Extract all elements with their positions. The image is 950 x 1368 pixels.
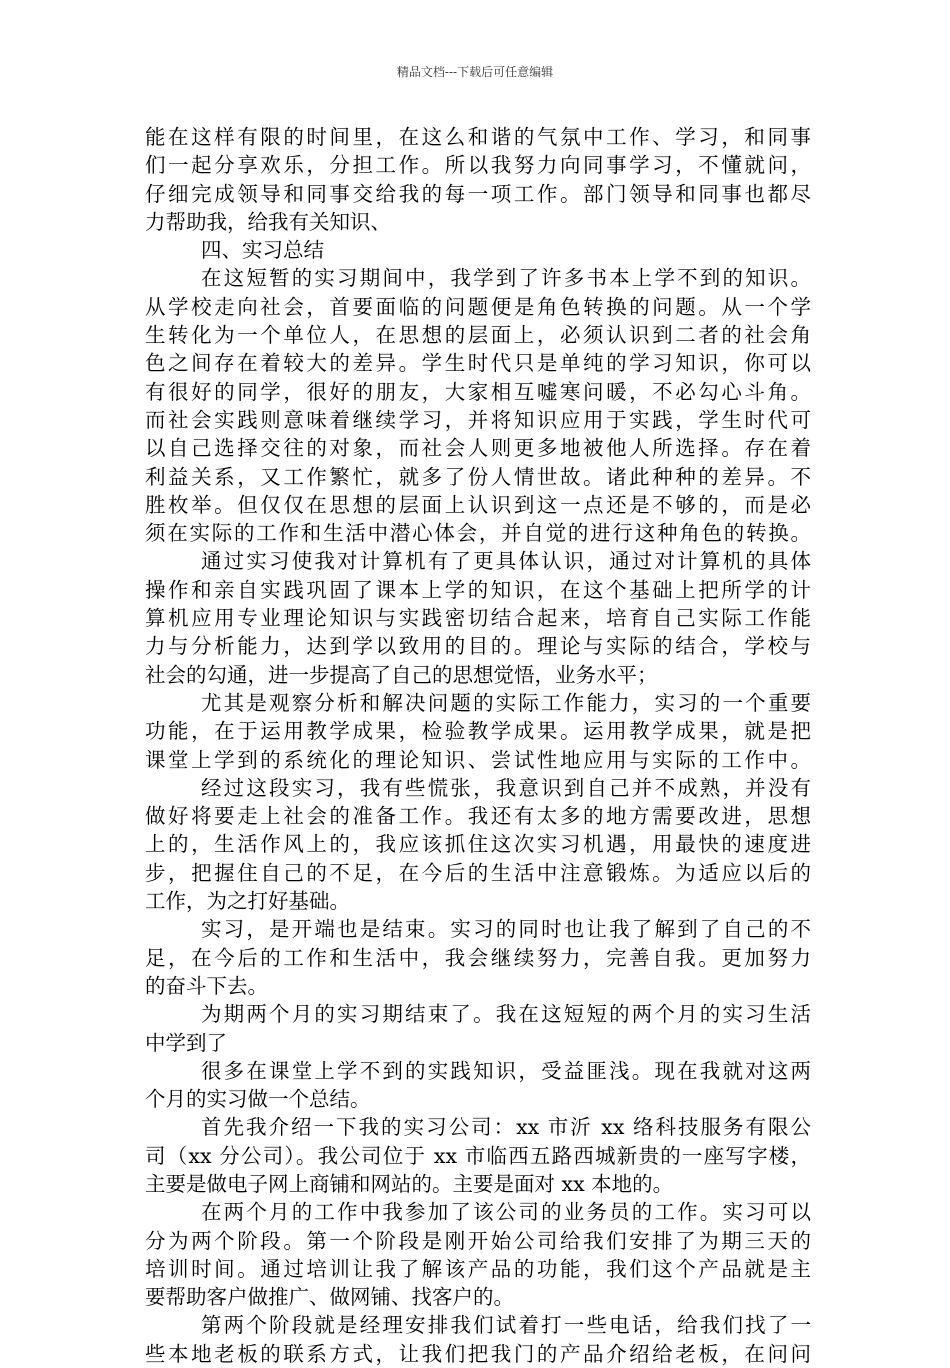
- body-text-line: 力帮助我，给我有关知识、: [145, 209, 391, 234]
- body-text-line: 要帮助客户做推广、做网铺、找客户的。: [145, 1285, 514, 1310]
- body-text-line: 首先我介绍一下我的实习公司：xx 市沂 xx 络科技服务有限公: [201, 1115, 811, 1140]
- body-text-line: 经过这段实习，我有些慌张，我意识到自己并不成熟，并没有: [201, 775, 811, 800]
- body-text-line: 课堂上学到的系统化的理论知识、尝试性地应用与实际的工作中。: [145, 747, 811, 772]
- body-text-line: 从学校走向社会，首要面临的问题便是角色转换的问题。从一个学: [145, 294, 811, 319]
- body-text-line: 通过实习使我对计算机有了更具体认识，通过对计算机的具体: [201, 549, 811, 574]
- body-text-line: 上的，生活作风上的，我应该抓住这次实习机遇，用最快的速度进: [145, 832, 811, 857]
- body-text-line: 在这短暂的实习期间中，我学到了许多书本上学不到的知识。: [201, 266, 811, 291]
- body-text-line: 四、实习总结: [201, 238, 324, 263]
- body-text-line: 做好将要走上社会的准备工作。我还有太多的地方需要改进，思想: [145, 804, 811, 829]
- body-text-line: 以自己选择交往的对象，而社会人则更多地被他人所选择。存在着: [145, 436, 811, 461]
- body-text-line: 有很好的同学，很好的朋友，大家相互嘘寒问暖，不必勾心斗角。: [145, 379, 811, 404]
- body-text-line: 在两个月的工作中我参加了该公司的业务员的工作。实习可以: [201, 1200, 811, 1225]
- body-text-line: 算机应用专业理论知识与实践密切结合起来，培育自己实际工作能: [145, 606, 811, 631]
- body-text-line: 分为两个阶段。第一个阶段是刚开始公司给我们安排了为期三天的: [145, 1228, 811, 1253]
- body-text-line: 而社会实践则意味着继续学习，并将知识应用于实践，学生时代可: [145, 407, 811, 432]
- body-text-line: 步，把握住自己的不足，在今后的生活中注意锻炼。为适应以后的: [145, 860, 811, 885]
- body-text-line: 胜枚举。但仅仅在思想的层面上认识到这一点还是不够的，而是必: [145, 492, 811, 517]
- body-text-line: 色之间存在着较大的差异。学生时代只是单纯的学习知识，你可以: [145, 351, 811, 376]
- body-text-line: 工作，为之打好基础。: [145, 889, 350, 914]
- body-text-line: 能在这样有限的时间里，在这么和谐的气氛中工作、学习，和同事: [145, 125, 811, 149]
- body-text-line: 司（xx 分公司）。我公司位于 xx 市临西五路西城新贵的一座写字楼，: [145, 1143, 811, 1168]
- body-text-line: 们一起分享欢乐，分担工作。所以我努力向同事学习，不懂就问，: [145, 153, 811, 178]
- body-text-line: 主要是做电子网上商铺和网站的。主要是面对 xx 本地的。: [145, 1171, 674, 1196]
- body-text-line: 须在实际的工作和生活中潜心体会，并自觉的进行这种角色的转换。: [145, 521, 811, 546]
- body-text-line: 实习，是开端也是结束。实习的同时也让我了解到了自己的不: [201, 917, 811, 942]
- body-text-line: 仔细完成领导和同事交给我的每一项工作。部门领导和同事也都尽: [145, 181, 811, 206]
- document-body: [145, 123, 811, 1368]
- body-text-line: 培训时间。通过培训让我了解该产品的功能，我们这个产品就是主: [145, 1256, 811, 1281]
- body-text-line: 些本地老板的联系方式，让我们把我门的产品介绍给老板，在问问: [145, 1341, 811, 1366]
- body-text-line: 社会的勾通，进一步提高了自己的思想觉悟，业务水平；: [145, 662, 658, 687]
- body-text-line: 第两个阶段就是经理安排我们试着打一些电话，给我们找了一: [201, 1313, 811, 1338]
- body-text-line: 生转化为一个单位人，在思想的层面上，必须认识到二者的社会角: [145, 323, 811, 348]
- body-text-line: 足，在今后的工作和生活中，我会继续努力，完善自我。更加努力: [145, 945, 811, 970]
- body-text-line: 为期两个月的实习期结束了。我在这短短的两个月的实习生活: [201, 1002, 811, 1027]
- body-text-line: 个月的实习做一个总结。: [145, 1087, 371, 1112]
- body-text-line: 操作和亲自实践巩固了课本上学的知识，在这个基础上把所学的计: [145, 577, 811, 602]
- page-header: 精品文档---下载后可任意编辑: [396, 65, 554, 79]
- body-text-line: 很多在课堂上学不到的实践知识，受益匪浅。现在我就对这两: [201, 1058, 811, 1083]
- body-text-line: 利益关系，又工作繁忙，就多了份人情世故。诸此种种的差异。不: [145, 464, 811, 489]
- body-text-line: 功能，在于运用教学成果，检验教学成果。运用教学成果，就是把: [145, 719, 811, 744]
- body-text-line: 力与分析能力，达到学以致用的目的。理论与实际的结合，学校与: [145, 634, 811, 659]
- body-text-line: 中学到了: [145, 1030, 227, 1055]
- body-text-line: 的奋斗下去。: [145, 973, 268, 998]
- body-text-line: 尤其是观察分析和解决问题的实际工作能力，实习的一个重要: [201, 690, 811, 715]
